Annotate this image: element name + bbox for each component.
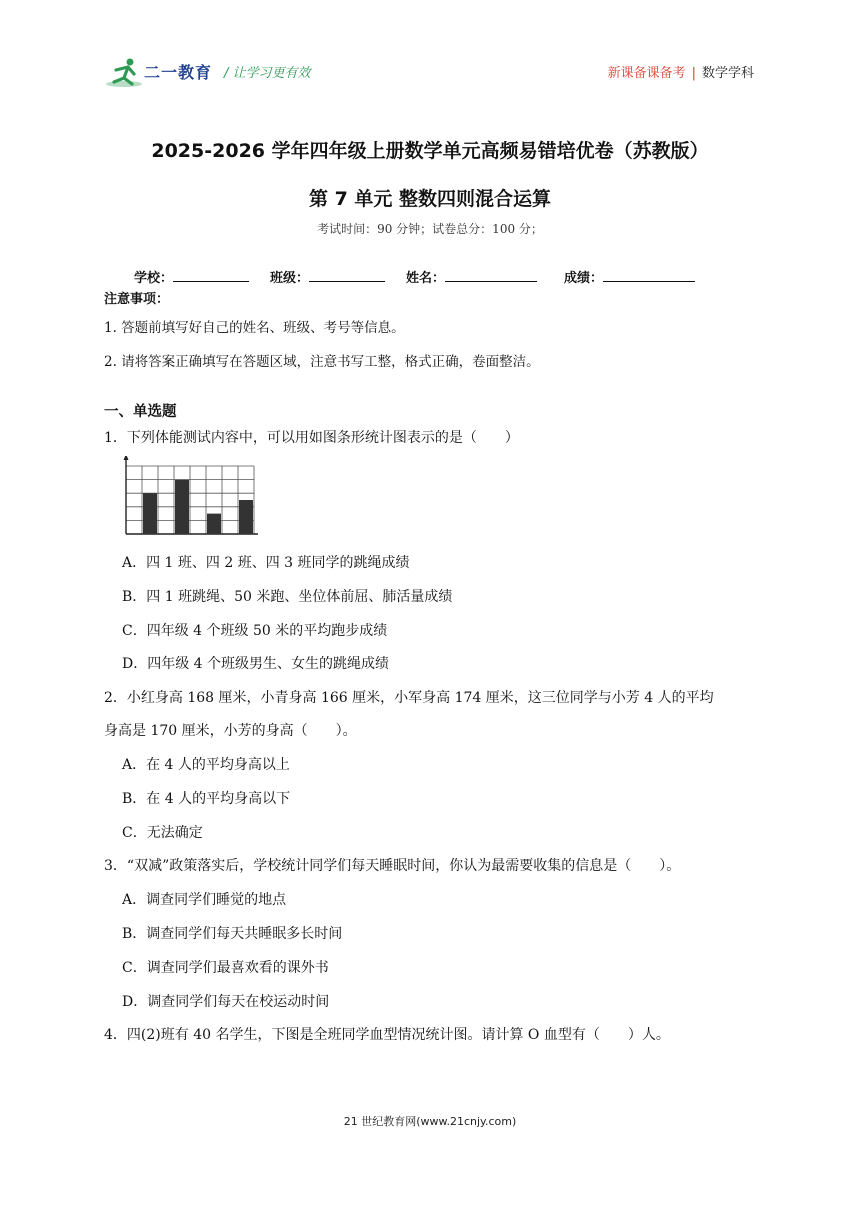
bar-chart bbox=[118, 456, 260, 540]
name-field[interactable] bbox=[406, 267, 537, 286]
question-1-option-a[interactable]: A．四 1 班、四 2 班、四 3 班同学的跳绳成绩 bbox=[122, 555, 410, 571]
y-axis-arrow bbox=[124, 456, 129, 460]
page-title: 2025-2026 学年四年级上册数学单元高频易错培优卷（苏教版） bbox=[151, 140, 709, 162]
question-3-option-c[interactable]: C．调查同学们最喜欢看的课外书 bbox=[122, 960, 329, 976]
question-3-option-a[interactable]: A．调查同学们睡觉的地点 bbox=[122, 892, 287, 908]
question-2-option-b[interactable]: B．在 4 人的平均身高以下 bbox=[122, 791, 291, 807]
school-label: 学校： bbox=[134, 271, 174, 286]
notice-item: 2. 请将答案正确填写在答题区域，注意书写工整，格式正确，卷面整洁。 bbox=[104, 354, 540, 370]
question-2-option-a[interactable]: A．在 4 人的平均身高以上 bbox=[122, 757, 290, 773]
question-3-option-d[interactable]: D．调查同学们每天在校运动时间 bbox=[122, 994, 330, 1010]
question-3-text: 3．“双减”政策落实后，学校统计同学们每天睡眠时间，你认为最需要收集的信息是（ ）。 bbox=[104, 858, 681, 874]
score-label: 成绩： bbox=[564, 271, 604, 286]
bar bbox=[143, 493, 157, 534]
class-field[interactable] bbox=[270, 267, 385, 286]
exam-info: 考试时间：90 分钟；试卷总分：100 分； bbox=[317, 222, 543, 236]
header-right bbox=[608, 62, 754, 81]
logo-text: 二一教育 bbox=[144, 63, 213, 82]
bar bbox=[175, 480, 189, 534]
question-2-text-line1: 2．小红身高 168 厘米，小青身高 166 厘米，小军身高 174 厘米，这三位同学与小芳 4 人的平均 bbox=[104, 690, 714, 706]
name-blank[interactable] bbox=[445, 269, 537, 282]
question-4-text: 4．四(2)班有 40 名学生，下图是全班同学血型情况统计图。请计算 O 血型有（ ）人。 bbox=[104, 1027, 670, 1043]
notice-heading: 注意事项： bbox=[104, 292, 170, 307]
class-blank[interactable] bbox=[309, 269, 385, 282]
bar bbox=[239, 500, 253, 534]
question-1-option-d[interactable]: D．四年级 4 个班级男生、女生的跳绳成绩 bbox=[122, 656, 390, 672]
unit-title: 第 7 单元 整数四则混合运算 bbox=[308, 188, 552, 210]
question-2-text-line2: 身高是 170 厘米，小芳的身高（ ）。 bbox=[104, 723, 357, 739]
header-course-label: 新课备课备考 bbox=[607, 66, 686, 81]
question-2-option-c[interactable]: C．无法确定 bbox=[122, 825, 203, 841]
name-label: 姓名： bbox=[406, 271, 446, 286]
notice-item: 1. 答题前填写好自己的姓名、班级、考号等信息。 bbox=[104, 320, 405, 336]
header-separator: | bbox=[691, 66, 696, 81]
header-subject-label: 数学学科 bbox=[701, 66, 754, 81]
school-blank[interactable] bbox=[173, 269, 249, 282]
slogan: / 让学习更有效 bbox=[224, 66, 311, 81]
class-label: 班级： bbox=[270, 271, 310, 286]
bar bbox=[207, 514, 221, 534]
section-heading: 一、单选题 bbox=[104, 404, 177, 420]
question-1-text: 1．下列体能测试内容中，可以用如图条形统计图表示的是（ ） bbox=[104, 430, 519, 446]
score-blank[interactable] bbox=[603, 269, 695, 282]
question-1-option-c[interactable]: C．四年级 4 个班级 50 米的平均跑步成绩 bbox=[122, 623, 388, 639]
school-field[interactable] bbox=[134, 267, 249, 286]
runner-logo-icon bbox=[104, 56, 144, 90]
question-1-option-b[interactable]: B．四 1 班跳绳、50 米跑、坐位体前屈、肺活量成绩 bbox=[122, 589, 453, 605]
footer: 21 世纪教育网(www.21cnjy.com) bbox=[343, 1115, 517, 1128]
question-3-option-b[interactable]: B．调查同学们每天共睡眠多长时间 bbox=[122, 926, 343, 942]
score-field[interactable] bbox=[564, 267, 695, 286]
